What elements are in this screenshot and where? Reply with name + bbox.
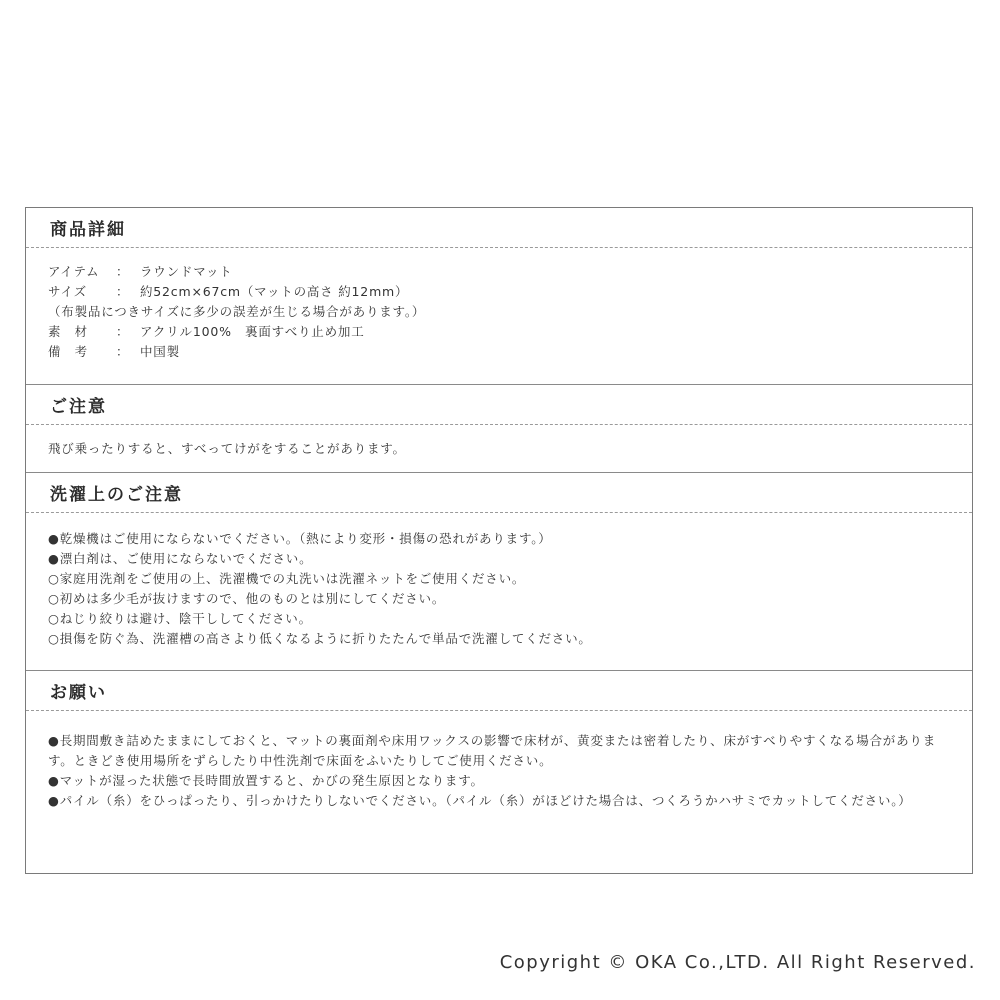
spec-row-remarks xyxy=(48,342,950,362)
washing-item: ○損傷を防ぐ為、洗濯槽の高さより低くなるように折りたたんで単品で洗濯してください。 xyxy=(48,631,592,646)
spec-row-size xyxy=(48,282,950,302)
spec-separator: ： xyxy=(116,324,130,339)
washing-body xyxy=(26,513,972,649)
copyright-text: Copyright © OKA Co.,LTD. All Right Reserved. xyxy=(499,952,976,973)
spec-value: アクリル100% 裏面すべり止め加工 xyxy=(140,324,365,339)
size-note: （布製品につきサイズに多少の誤差が生じる場合があります。） xyxy=(48,304,426,319)
washing-section xyxy=(26,472,972,671)
request-item: ●長期間敷き詰めたままにしておくと、マットの裏面剤や床用ワックスの影響で床材が、黄変または密着したり、床がすべりやすくなる場合があります。ときどき使用場所をずらしたり中性洗剤で床面をふいたりしてご使用ください。 xyxy=(48,733,937,768)
spec-label: アイテム xyxy=(48,264,100,279)
caution-body xyxy=(26,425,972,459)
washing-item: ○家庭用洗剤をご使用の上、洗濯機での丸洗いは洗濯ネットをご使用ください。 xyxy=(48,571,526,586)
washing-item: ●乾燥機はご使用にならないでください。（熱により変形・損傷の恐れがあります。） xyxy=(48,531,552,546)
caution-text: 飛び乗ったりすると、すべってけがをすることがあります。 xyxy=(48,441,406,456)
spec-value: 中国製 xyxy=(140,344,180,359)
washing-item: ○初めは多少毛が抜けますので、他のものとは別にしてください。 xyxy=(48,591,446,606)
washing-heading: 洗濯上のご注意 xyxy=(26,473,972,513)
details-heading: 商品詳細 xyxy=(26,208,972,248)
request-item: ●パイル（糸）をひっぱったり、引っかけたりしないでください。（パイル（糸）がほどけた場合は、つくろうかハサミでカットしてください。） xyxy=(48,793,912,808)
spec-row-item xyxy=(48,262,950,282)
spec-separator: ： xyxy=(116,344,130,359)
spec-separator: ： xyxy=(116,284,130,299)
product-info-card xyxy=(25,207,973,874)
caution-heading: ご注意 xyxy=(26,385,972,425)
request-body xyxy=(26,711,972,811)
caution-section xyxy=(26,384,972,473)
spec-value: ラウンドマット xyxy=(140,264,233,279)
request-section xyxy=(26,670,972,874)
spec-row-material xyxy=(48,322,950,342)
spec-label: 素 材 xyxy=(48,324,88,339)
details-section xyxy=(26,208,972,384)
spec-separator: ： xyxy=(116,264,130,279)
request-heading: お願い xyxy=(26,671,972,711)
details-body xyxy=(26,248,972,362)
spec-label: 備 考 xyxy=(48,344,88,359)
spec-label: サイズ xyxy=(48,284,87,299)
washing-item: ●漂白剤は、ご使用にならないでください。 xyxy=(48,551,313,566)
washing-item: ○ねじり絞りは避け、陰干ししてください。 xyxy=(48,611,312,626)
request-item: ●マットが湿った状態で長時間放置すると、かびの発生原因となります。 xyxy=(48,773,484,788)
spec-value: 約52cm×67cm（マットの高さ 約12mm） xyxy=(140,284,409,299)
